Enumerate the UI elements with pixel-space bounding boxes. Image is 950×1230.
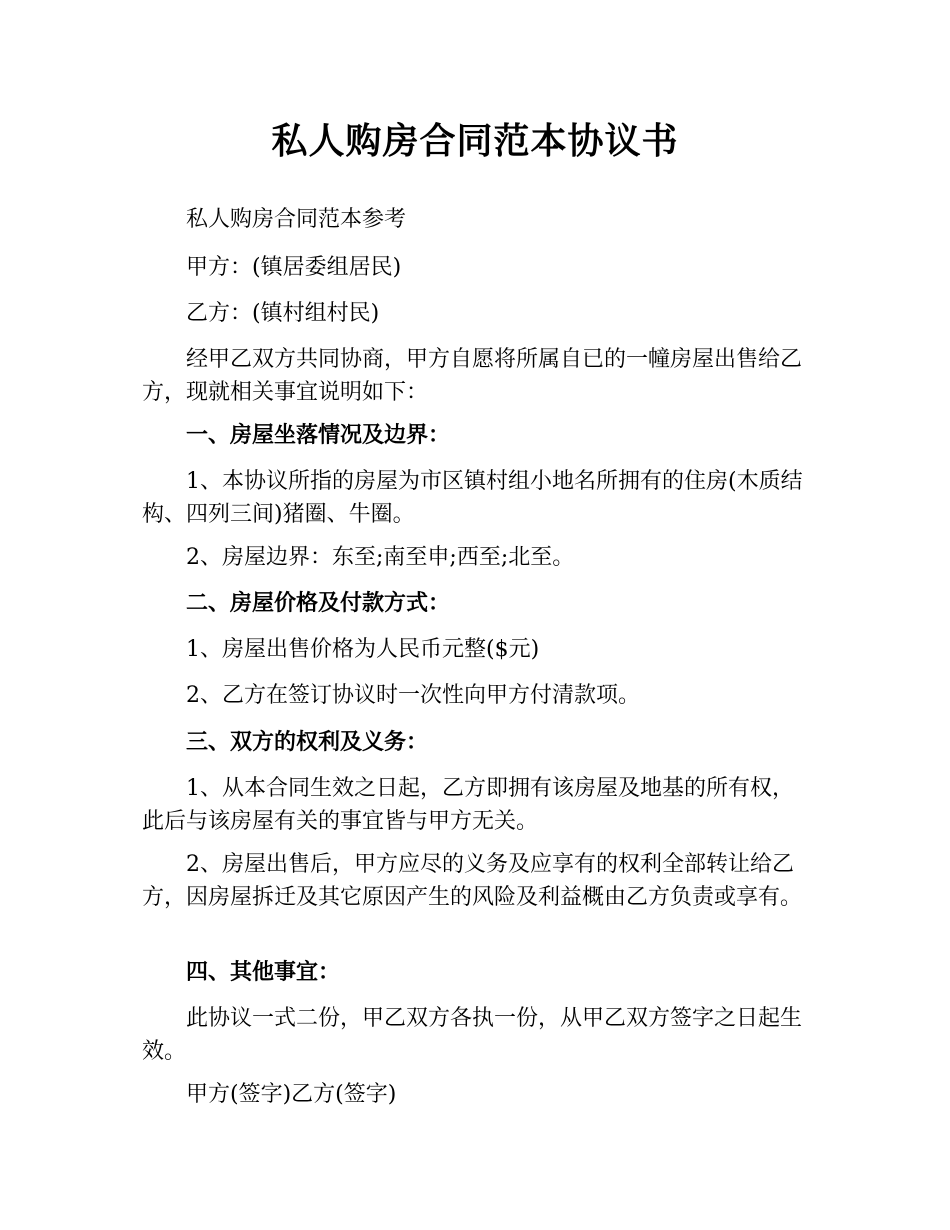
signature-line: 甲方(签字)乙方(签字) bbox=[186, 1082, 397, 1107]
document-title: 私人购房合同范本协议书 bbox=[271, 121, 679, 162]
paragraph-1-2: 2、房屋边界：东至;南至申;西至;北至。 bbox=[186, 545, 575, 570]
section-heading-4: 四、其他事宜： bbox=[186, 960, 341, 985]
section-heading-1: 一、房屋坐落情况及边界： bbox=[186, 423, 451, 448]
paragraph-3-2: 2、房屋出售后，甲方应尽的义务及应享有的权利全部转让给乙方，因房屋拆迁及其它原因产生的风险及利益概由乙方负责或享有。 bbox=[142, 852, 803, 910]
paragraph-party-a: 甲方：(镇居委组居民) bbox=[186, 255, 402, 280]
paragraph-preamble: 经甲乙双方共同协商，甲方自愿将所属自已的一幢房屋出售给乙方，现就相关事宜说明如下： bbox=[142, 347, 803, 405]
paragraph-party-b: 乙方：(镇村组村民) bbox=[186, 301, 380, 326]
paragraph-2-2: 2、乙方在签订协议时一次性向甲方付清款项。 bbox=[186, 683, 640, 708]
paragraph-4-1: 此协议一式二份，甲乙双方各执一份，从甲乙双方签字之日起生效。 bbox=[142, 1006, 803, 1064]
paragraph-2-1: 1、房屋出售价格为人民币元整($元) bbox=[186, 637, 540, 662]
section-heading-3: 三、双方的权利及义务： bbox=[186, 730, 429, 755]
paragraph-3-1: 1、从本合同生效之日起，乙方即拥有该房屋及地基的所有权，此后与该房屋有关的事宜皆与甲方无关。 bbox=[142, 776, 794, 834]
section-heading-2: 二、房屋价格及付款方式： bbox=[186, 591, 451, 616]
paragraph-1-1: 1、本协议所指的房屋为市区镇村组小地名所拥有的住房(木质结构、四列三间)猪圈、牛圈。 bbox=[142, 469, 803, 527]
paragraph-subtitle: 私人购房合同范本参考 bbox=[186, 207, 407, 232]
